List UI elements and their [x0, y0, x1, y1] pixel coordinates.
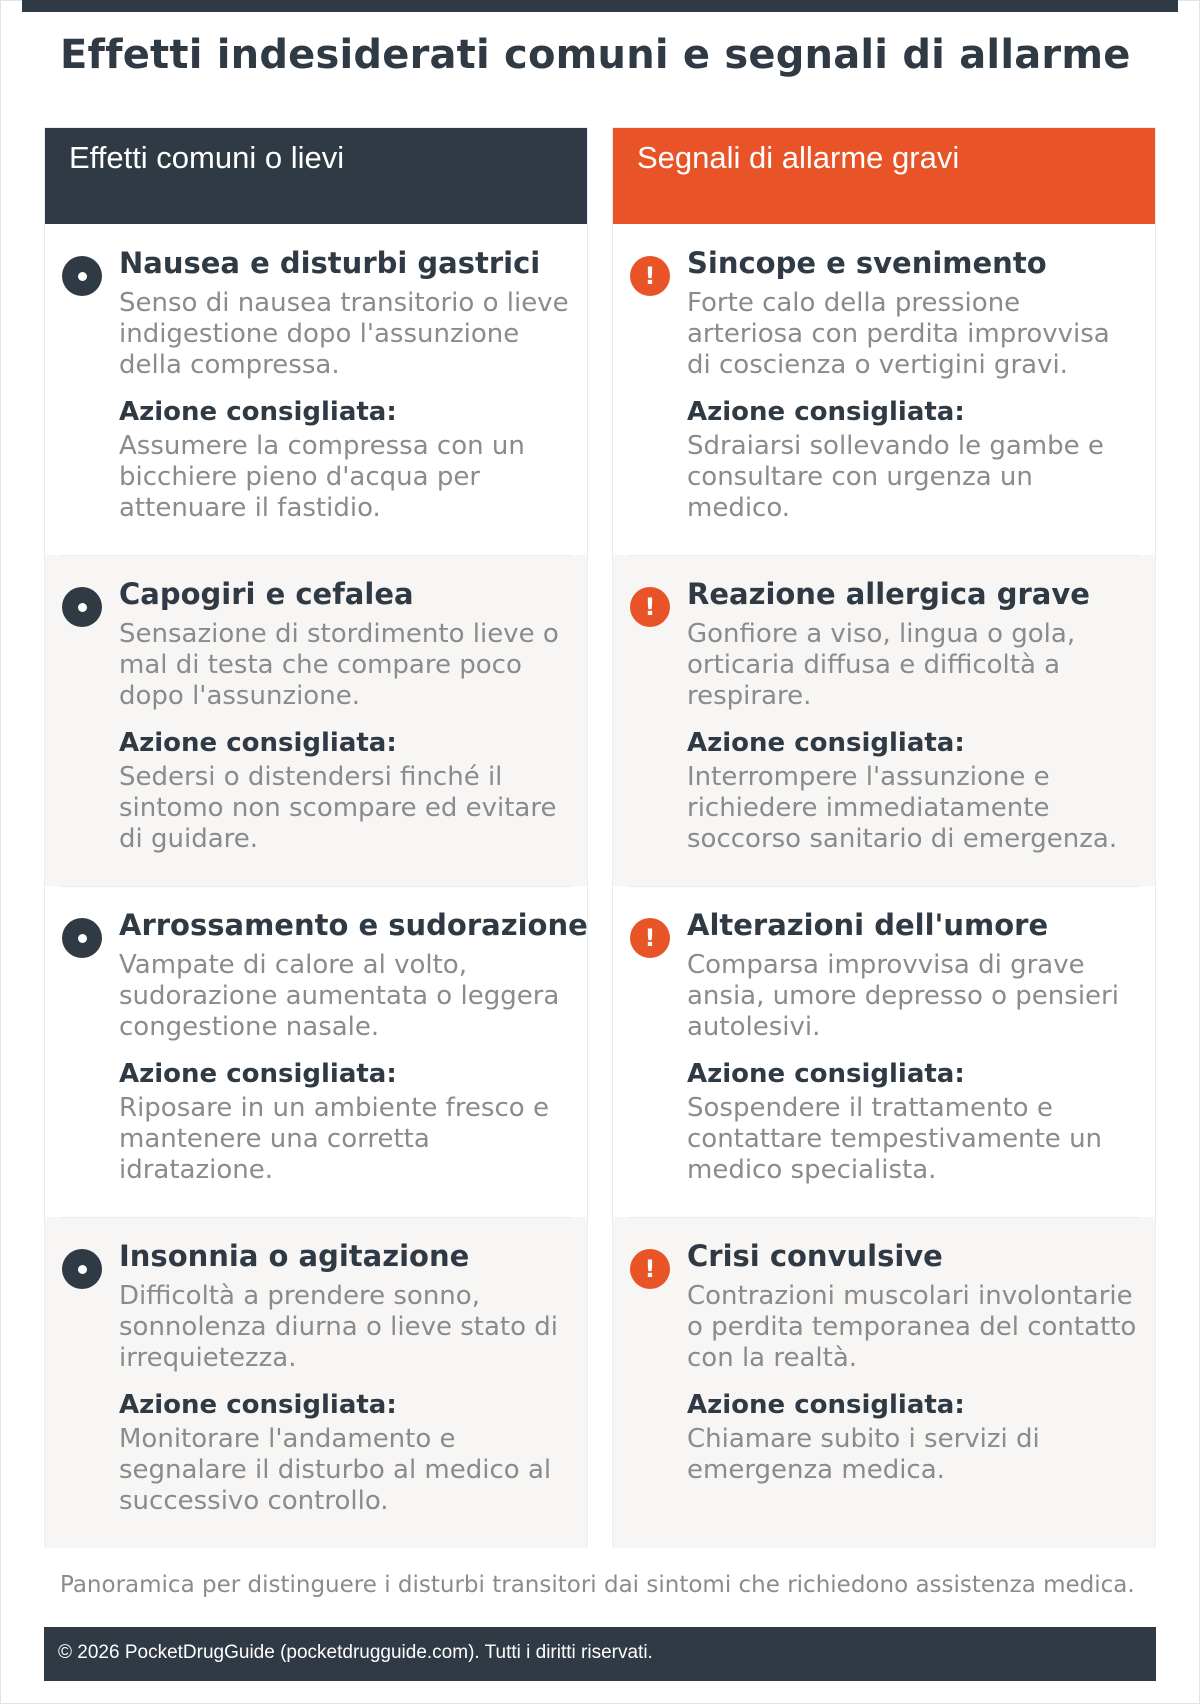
warning-sign-item — [613, 1217, 1155, 1548]
exclamation-alert-icon: ! — [630, 918, 670, 958]
action-text: Assumere la compressa con un bicchiere pieno d'acqua per attenuare il fastidio. — [119, 431, 525, 523]
warning-description: Forte calo della pressione arteriosa con perdita improvvisa di coscienza o vertigini gravi. — [687, 288, 1110, 380]
dot-bullet-icon — [62, 918, 102, 958]
warning-sign-item — [613, 555, 1155, 886]
warning-signs-header: Segnali di allarme gravi — [613, 128, 1155, 224]
common-effects-header: Effetti comuni o lievi — [45, 128, 587, 224]
effect-description: Difficoltà a prendere sonno, sonnolenza diurna o lieve stato di irrequietezza. — [119, 1281, 559, 1373]
dot-bullet-icon — [62, 1249, 102, 1289]
warning-signs-column — [612, 127, 1156, 1547]
action-label: Azione consigliata: — [687, 728, 965, 758]
common-effect-item — [45, 1217, 587, 1548]
effect-description: Senso di nausea transitorio o lieve indigestione dopo l'assunzione della compressa. — [119, 288, 569, 380]
common-effect-item — [45, 886, 587, 1217]
action-text: Monitorare l'andamento e segnalare il disturbo al medico al successivo controllo. — [119, 1424, 552, 1516]
action-label: Azione consigliata: — [687, 397, 965, 427]
page-title: Effetti indesiderati comuni e segnali di allarme — [60, 32, 1131, 78]
action-label: Azione consigliata: — [119, 1059, 397, 1089]
action-text: Interrompere l'assunzione e richiedere immediatamente soccorso sanitario di emergenza. — [687, 762, 1118, 854]
top-accent-bar — [22, 0, 1178, 12]
exclamation-alert-icon: ! — [630, 256, 670, 296]
action-label: Azione consigliata: — [119, 728, 397, 758]
common-effects-column — [44, 127, 588, 1547]
action-label: Azione consigliata: — [687, 1059, 965, 1089]
warning-description: Comparsa improvvisa di grave ansia, umore depresso o pensieri autolesivi. — [687, 950, 1119, 1042]
exclamation-alert-icon: ! — [630, 1249, 670, 1289]
dot-bullet-icon — [62, 587, 102, 627]
action-text: Chiamare subito i servizi di emergenza medica. — [687, 1424, 1040, 1485]
action-text: Sedersi o distendersi finché il sintomo non scompare ed evitare di guidare. — [119, 762, 557, 854]
effect-title: Capogiri e cefalea — [119, 577, 414, 611]
footnote: Panoramica per distinguere i disturbi transitori dai sintomi che richiedono assistenza medica. — [60, 1572, 1135, 1598]
effect-title: Nausea e disturbi gastrici — [119, 246, 541, 280]
warning-sign-item — [613, 886, 1155, 1217]
warning-title: Alterazioni dell'umore — [687, 908, 1049, 942]
warning-sign-item — [613, 224, 1155, 555]
action-text: Sdraiarsi sollevando le gambe e consultare con urgenza un medico. — [687, 431, 1104, 523]
action-text: Sospendere il trattamento e contattare tempestivamente un medico specialista. — [687, 1093, 1103, 1185]
action-text: Riposare in un ambiente fresco e mantenere una corretta idratazione. — [119, 1093, 549, 1185]
action-label: Azione consigliata: — [119, 1390, 397, 1420]
warning-title: Sincope e svenimento — [687, 246, 1047, 280]
warning-description: Contrazioni muscolari involontarie o perdita temporanea del contatto con la realtà. — [687, 1281, 1137, 1373]
effect-title: Arrossamento e sudorazione — [119, 908, 588, 942]
common-effect-item — [45, 224, 587, 555]
warning-title: Reazione allergica grave — [687, 577, 1090, 611]
effect-description: Vampate di calore al volto, sudorazione aumentata o leggera congestione nasale. — [119, 950, 560, 1042]
action-label: Azione consigliata: — [687, 1390, 965, 1420]
warning-title: Crisi convulsive — [687, 1239, 943, 1273]
copyright-footer: © 2026 PocketDrugGuide (pocketdrugguide.com). Tutti i diritti riservati. — [44, 1627, 1156, 1681]
action-label: Azione consigliata: — [119, 397, 397, 427]
common-effect-item — [45, 555, 587, 886]
effect-title: Insonnia o agitazione — [119, 1239, 470, 1273]
exclamation-alert-icon: ! — [630, 587, 670, 627]
dot-bullet-icon — [62, 256, 102, 296]
warning-description: Gonfiore a viso, lingua o gola, orticaria diffusa e difficoltà a respirare. — [687, 619, 1076, 711]
effect-description: Sensazione di stordimento lieve o mal di testa che compare poco dopo l'assunzione. — [119, 619, 559, 711]
